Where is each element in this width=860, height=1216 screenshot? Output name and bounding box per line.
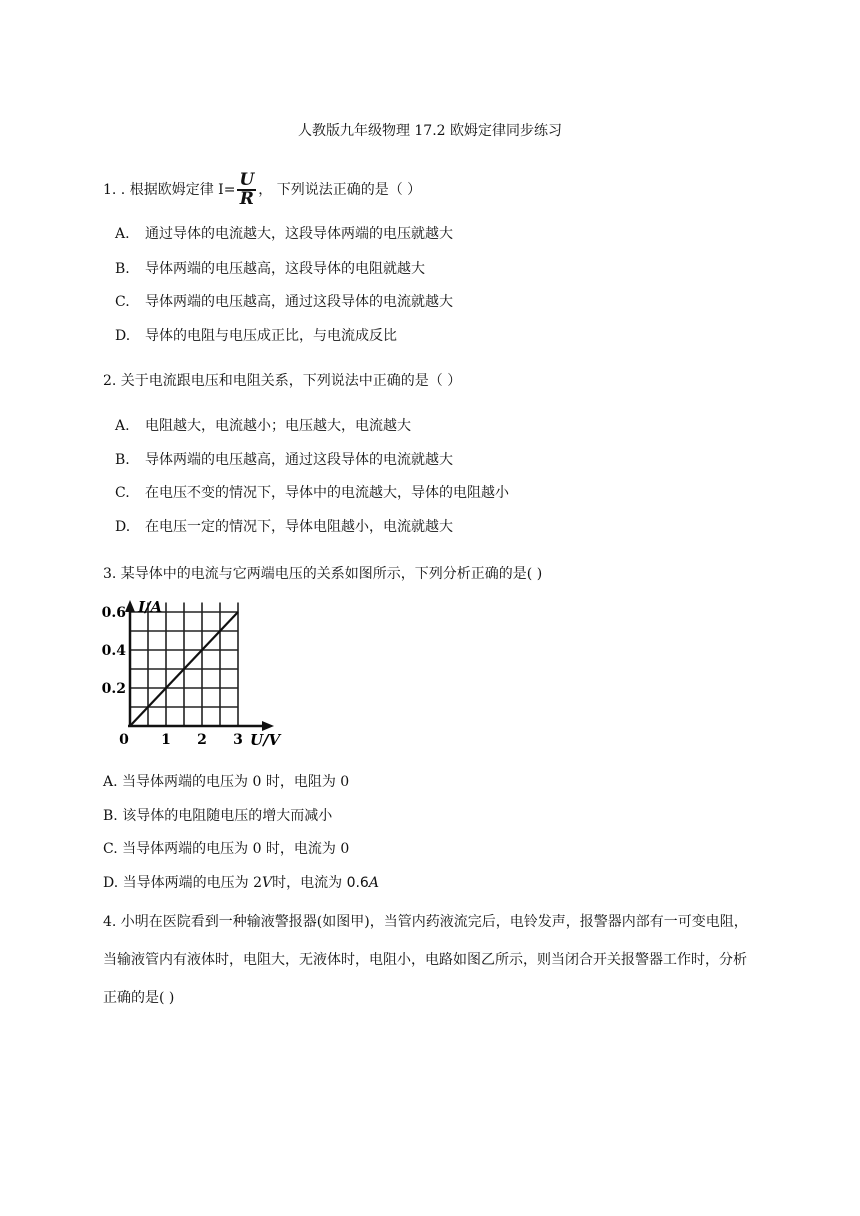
question-1-option-d [115, 325, 397, 345]
question-1 [103, 172, 421, 208]
question-2-option-a [115, 415, 411, 435]
option-letter: B. [115, 452, 130, 468]
question-2-option-c [115, 482, 509, 502]
x-axis-arrow [262, 721, 274, 731]
question-1-option-a [115, 223, 453, 243]
question-1-prefix: 1. . 根据欧姆定律 I= [103, 182, 236, 198]
current-value: 0.6 [346, 875, 369, 891]
voltage-unit: V [261, 875, 273, 891]
current-voltage-graph [100, 598, 285, 750]
question-4: 4. 小明在医院看到一种输液警报器(如图甲)，当管内药液流完后，电铃发声，报警器内部有一可变电阻，当输液管内有液体时，电阻大，无液体时，电阻小，电路如图乙所示，则当闭合开关报警器工作时，分析正确的是( ) [103, 914, 748, 1006]
option-d-mid: 时，电流为 [272, 875, 347, 891]
question-1-suffix: ， 下列说法正确的是（ ） [258, 182, 422, 198]
question-3-option-a: A. 当导体两端的电压为 0 时，电阻为 0 [103, 774, 350, 790]
option-text: 电阻越大，电流越小；电压越大，电流越大 [145, 418, 411, 434]
question-2: 2. 关于电流跟电压和电阻关系，下列说法中正确的是（ ） [103, 373, 462, 389]
current-unit: A [368, 875, 379, 891]
origin-label: 0 [119, 732, 129, 748]
x-tick-label: 2 [197, 732, 207, 748]
fraction-denominator: R [239, 189, 254, 209]
question-3: 3. 某导体中的电流与它两端电压的关系如图所示，下列分析正确的是( ) [103, 566, 543, 582]
x-axis-label: U/V [250, 731, 281, 749]
fraction-numerator: U [239, 170, 255, 190]
option-text: 在电压不变的情况下，导体中的电流越大，导体的电阻越小 [145, 485, 509, 501]
option-d-prefix: D. 当导体两端的电压为 2 [103, 875, 262, 891]
y-tick-label: 0.4 [101, 643, 126, 659]
option-letter: B. [115, 261, 130, 277]
document-title: 人教版九年级物理 17.2 欧姆定律同步练习 [297, 123, 563, 139]
question-2-option-d [115, 516, 453, 536]
option-text: 通过导体的电流越大，这段导体两端的电压就越大 [145, 226, 453, 242]
question-3-option-c: C. 当导体两端的电压为 0 时，电流为 0 [103, 841, 350, 857]
x-tick-label: 1 [161, 732, 171, 748]
option-letter: D. [115, 328, 131, 344]
question-3-option-d [103, 872, 379, 892]
option-text: 导体的电阻与电压成正比，与电流成反比 [145, 328, 397, 344]
option-letter: D. [115, 519, 131, 535]
option-text: 在电压一定的情况下，导体电阻越小，电流就越大 [145, 519, 453, 535]
option-letter: C. [115, 294, 130, 310]
y-axis-arrow [125, 600, 135, 612]
option-letter: A. [115, 418, 130, 434]
y-tick-label: 0.2 [101, 681, 126, 697]
option-text: 导体两端的电压越高，通过这段导体的电流就越大 [145, 452, 453, 468]
option-letter: A. [115, 226, 130, 242]
ohm-fraction [237, 172, 256, 208]
y-tick-label: 0.6 [101, 605, 126, 621]
option-text: 导体两端的电压越高，这段导体的电阻就越大 [145, 261, 425, 277]
question-2-option-b [115, 449, 453, 469]
y-axis-label: I/A [138, 598, 163, 616]
question-1-option-c [115, 291, 453, 311]
option-text: 导体两端的电压越高，通过这段导体的电流就越大 [145, 294, 453, 310]
question-3-option-b: B. 该导体的电阻随电压的增大而减小 [103, 808, 333, 824]
option-letter: C. [115, 485, 130, 501]
question-1-option-b [115, 258, 425, 278]
x-tick-label: 3 [233, 732, 243, 748]
